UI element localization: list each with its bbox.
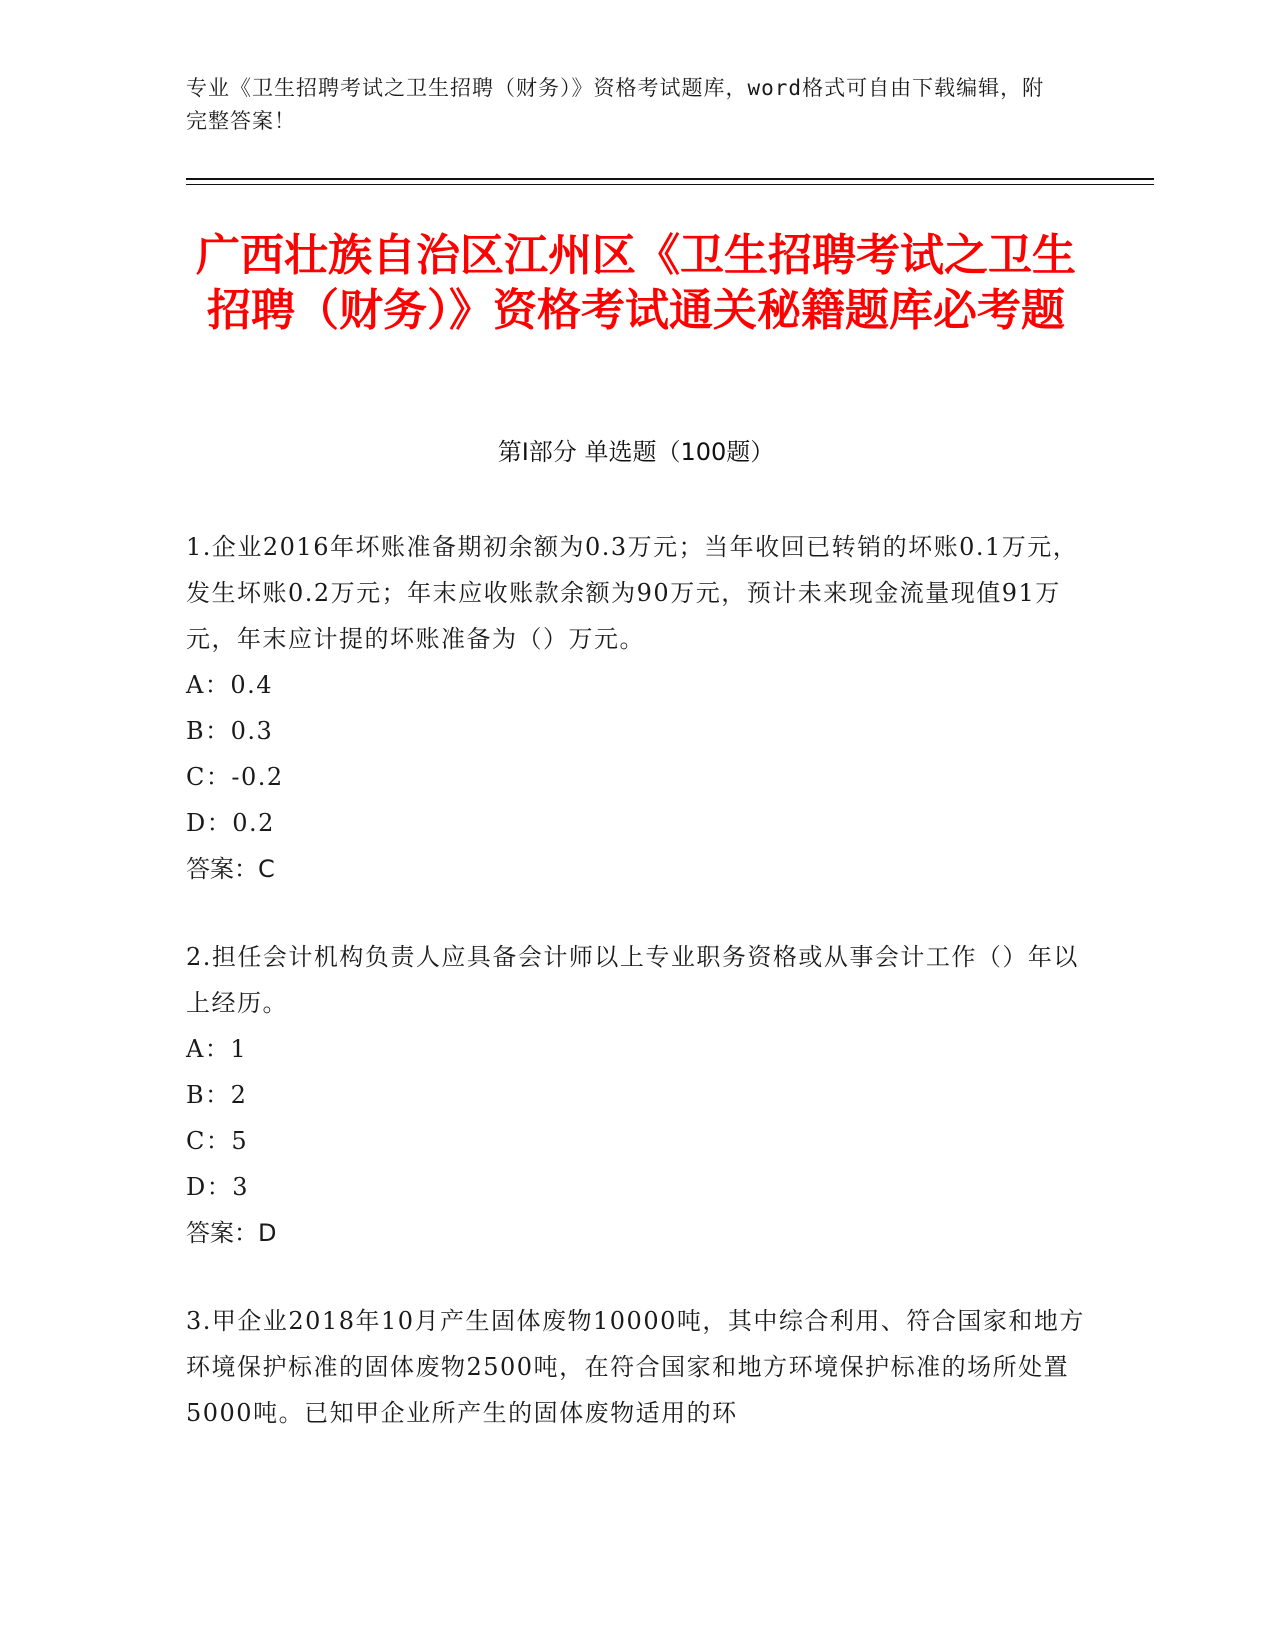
header-divider-thick bbox=[186, 178, 1154, 180]
section-title: 第Ⅰ部分 单选题（100题） bbox=[497, 438, 775, 466]
option-a: A：0.4 bbox=[186, 671, 273, 699]
header-divider-thin bbox=[186, 184, 1154, 185]
option-c: C：-0.2 bbox=[186, 763, 284, 791]
question-1 bbox=[186, 524, 1086, 892]
answer: 答案：D bbox=[186, 1219, 277, 1247]
option-d: D：0.2 bbox=[186, 809, 275, 837]
header-note: 专业《卫生招聘考试之卫生招聘（财务）》资格考试题库，word格式可自由下载编辑，附完整答案！ bbox=[186, 76, 1045, 133]
option-b: B：2 bbox=[186, 1081, 248, 1109]
question-stem: 3.甲企业2018年10月产生固体废物10000吨，其中综合利用、符合国家和地方环境保护标准的固体废物2500吨，在符合国家和地方环境保护标准的场所处置5000吨。已知甲企业所产生的固体废物适用的环 bbox=[186, 1307, 1085, 1427]
question-3 bbox=[186, 1298, 1086, 1436]
option-a: A：1 bbox=[186, 1035, 248, 1063]
answer: 答案：C bbox=[186, 855, 275, 883]
question-stem: 2.担任会计机构负责人应具备会计师以上专业职务资格或从事会计工作（）年以上经历。 bbox=[186, 943, 1079, 1017]
question-list bbox=[186, 524, 1086, 1478]
option-d: D：3 bbox=[186, 1173, 250, 1201]
option-c: C：5 bbox=[186, 1127, 249, 1155]
option-b: B：0.3 bbox=[186, 717, 274, 745]
question-2 bbox=[186, 934, 1086, 1256]
document-title: 广西壮族自治区江州区《卫生招聘考试之卫生招聘（财务）》资格考试通关秘籍题库必考题 bbox=[196, 230, 1076, 336]
question-stem: 1.企业2016年坏账准备期初余额为0.3万元；当年收回已转销的坏账0.1万元，发生坏账0.2万元；年末应收账款余额为90万元，预计未来现金流量现值91万元，年末应计提的坏账准备为（）万元。 bbox=[186, 533, 1079, 653]
